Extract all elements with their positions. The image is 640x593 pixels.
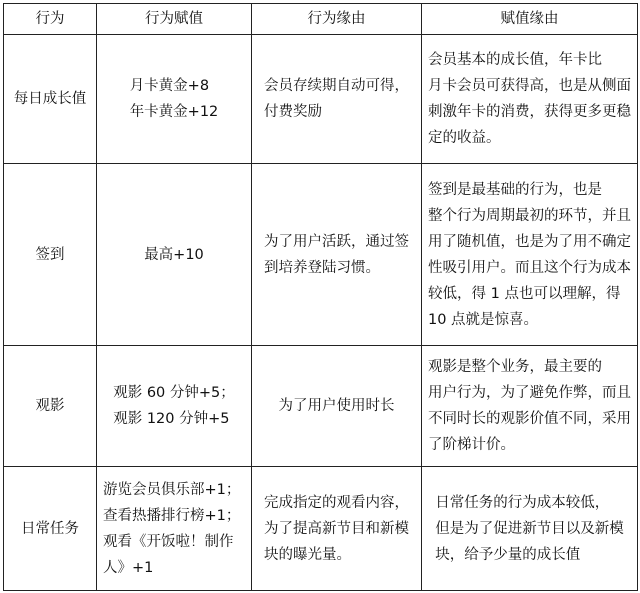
cell-value-reason-content bbox=[435, 490, 624, 568]
cell-value-reason-line: 用户行为，为了避免作弊，而且 bbox=[428, 385, 631, 401]
cell-reason bbox=[252, 346, 422, 467]
cell-value-reason-line: 会员基本的成长值，年卡比 bbox=[428, 52, 602, 68]
cell-reason-line: 块的曝光量。 bbox=[264, 546, 351, 563]
cell-reason-line: 为了用户活跃，通过签 bbox=[264, 233, 409, 250]
cell-value-content bbox=[130, 73, 219, 125]
cell-behavior: 观影 bbox=[4, 346, 97, 467]
cell-value bbox=[97, 164, 252, 346]
cell-value-reason-content bbox=[428, 47, 631, 151]
cell-value bbox=[97, 467, 252, 591]
cell-reason-content bbox=[264, 73, 409, 125]
cell-value-reason-line: 签到是最基础的行为，也是 bbox=[428, 181, 602, 198]
cell-value-reason-line: 整个行为周期最初的环节，并且 bbox=[428, 207, 631, 224]
cell-reason-line: 为了用户使用时长 bbox=[278, 398, 395, 414]
cell-reason-content bbox=[264, 490, 409, 568]
cell-reason bbox=[252, 467, 422, 591]
header-value: 行为赋值 bbox=[97, 4, 252, 35]
cell-value-reason-line: 了阶梯计价。 bbox=[428, 437, 515, 453]
cell-value-line: 最高+10 bbox=[144, 246, 204, 263]
cell-value bbox=[97, 346, 252, 467]
cell-value-reason bbox=[422, 467, 638, 591]
cell-reason-line: 完成指定的观看内容， bbox=[264, 494, 409, 511]
cell-reason bbox=[252, 164, 422, 346]
cell-behavior: 日常任务 bbox=[4, 467, 97, 591]
cell-value-reason-line: 观影是整个业务，最主要的 bbox=[428, 359, 602, 375]
cell-reason-line: 到培养登陆习惯。 bbox=[264, 259, 380, 276]
cell-value-reason bbox=[422, 35, 638, 164]
cell-value-reason-line: 定的收益。 bbox=[428, 130, 501, 146]
cell-behavior: 每日成长值 bbox=[4, 35, 97, 164]
cell-value-content bbox=[103, 477, 245, 581]
cell-reason bbox=[252, 35, 422, 164]
header-reason: 行为缘由 bbox=[252, 4, 422, 35]
cell-value-reason bbox=[422, 346, 638, 467]
header-value-reason: 赋值缘由 bbox=[422, 4, 638, 35]
table-row bbox=[4, 35, 638, 164]
cell-value-reason-line: 10 点就是惊喜。 bbox=[428, 311, 539, 328]
cell-value-line: 月卡黄金+8 bbox=[129, 78, 210, 94]
cell-value-content bbox=[113, 380, 235, 432]
table-row bbox=[4, 467, 638, 591]
cell-value-line: 游览会员俱乐部+1； bbox=[103, 481, 241, 498]
table-header-row bbox=[4, 4, 638, 35]
cell-value-line: 观看《开饭啦！制作 bbox=[103, 533, 234, 550]
cell-value-line: 观影 60 分钟+5； bbox=[113, 385, 235, 401]
growth-value-table bbox=[3, 3, 638, 591]
cell-value-reason-line: 不同时长的观影价值不同，采用 bbox=[428, 411, 631, 427]
table-row bbox=[4, 164, 638, 346]
cell-reason-line: 为了提高新节目和新模 bbox=[264, 520, 409, 537]
cell-value-reason-content bbox=[428, 177, 631, 333]
cell-reason-line: 会员存续期自动可得， bbox=[264, 78, 409, 94]
cell-behavior: 签到 bbox=[4, 164, 97, 346]
cell-value-content bbox=[144, 242, 204, 268]
cell-reason-line: 付费奖励 bbox=[264, 104, 322, 120]
cell-value-reason-line: 较低，得 1 点也可以理解，得 bbox=[428, 285, 621, 302]
cell-value-line: 人》+1 bbox=[103, 559, 154, 576]
cell-value-reason-line: 日常任务的行为成本较低， bbox=[435, 494, 610, 511]
cell-reason-content bbox=[279, 393, 395, 419]
cell-value-line: 查看热播排行榜+1； bbox=[103, 507, 241, 524]
cell-value bbox=[97, 35, 252, 164]
cell-value-line: 年卡黄金+12 bbox=[129, 104, 219, 120]
cell-value-reason-line: 性吸引用户。而且这个行为成本 bbox=[428, 259, 631, 276]
cell-reason-content bbox=[264, 229, 409, 281]
cell-value-line: 观影 120 分钟+5 bbox=[113, 411, 230, 427]
cell-value-reason-line: 月卡会员可获得高，也是从侧面 bbox=[428, 78, 631, 94]
table-row bbox=[4, 346, 638, 467]
cell-value-reason bbox=[422, 164, 638, 346]
cell-value-reason-line: 块，给予少量的成长值 bbox=[435, 546, 581, 563]
cell-value-reason-content bbox=[428, 354, 631, 458]
cell-value-reason-line: 但是为了促进新节目以及新模 bbox=[435, 520, 624, 537]
cell-value-reason-line: 用了随机值，也是为了用不确定 bbox=[428, 233, 631, 250]
cell-value-reason-line: 刺激年卡的消费，获得更多更稳 bbox=[428, 104, 631, 120]
header-behavior: 行为 bbox=[4, 4, 97, 35]
